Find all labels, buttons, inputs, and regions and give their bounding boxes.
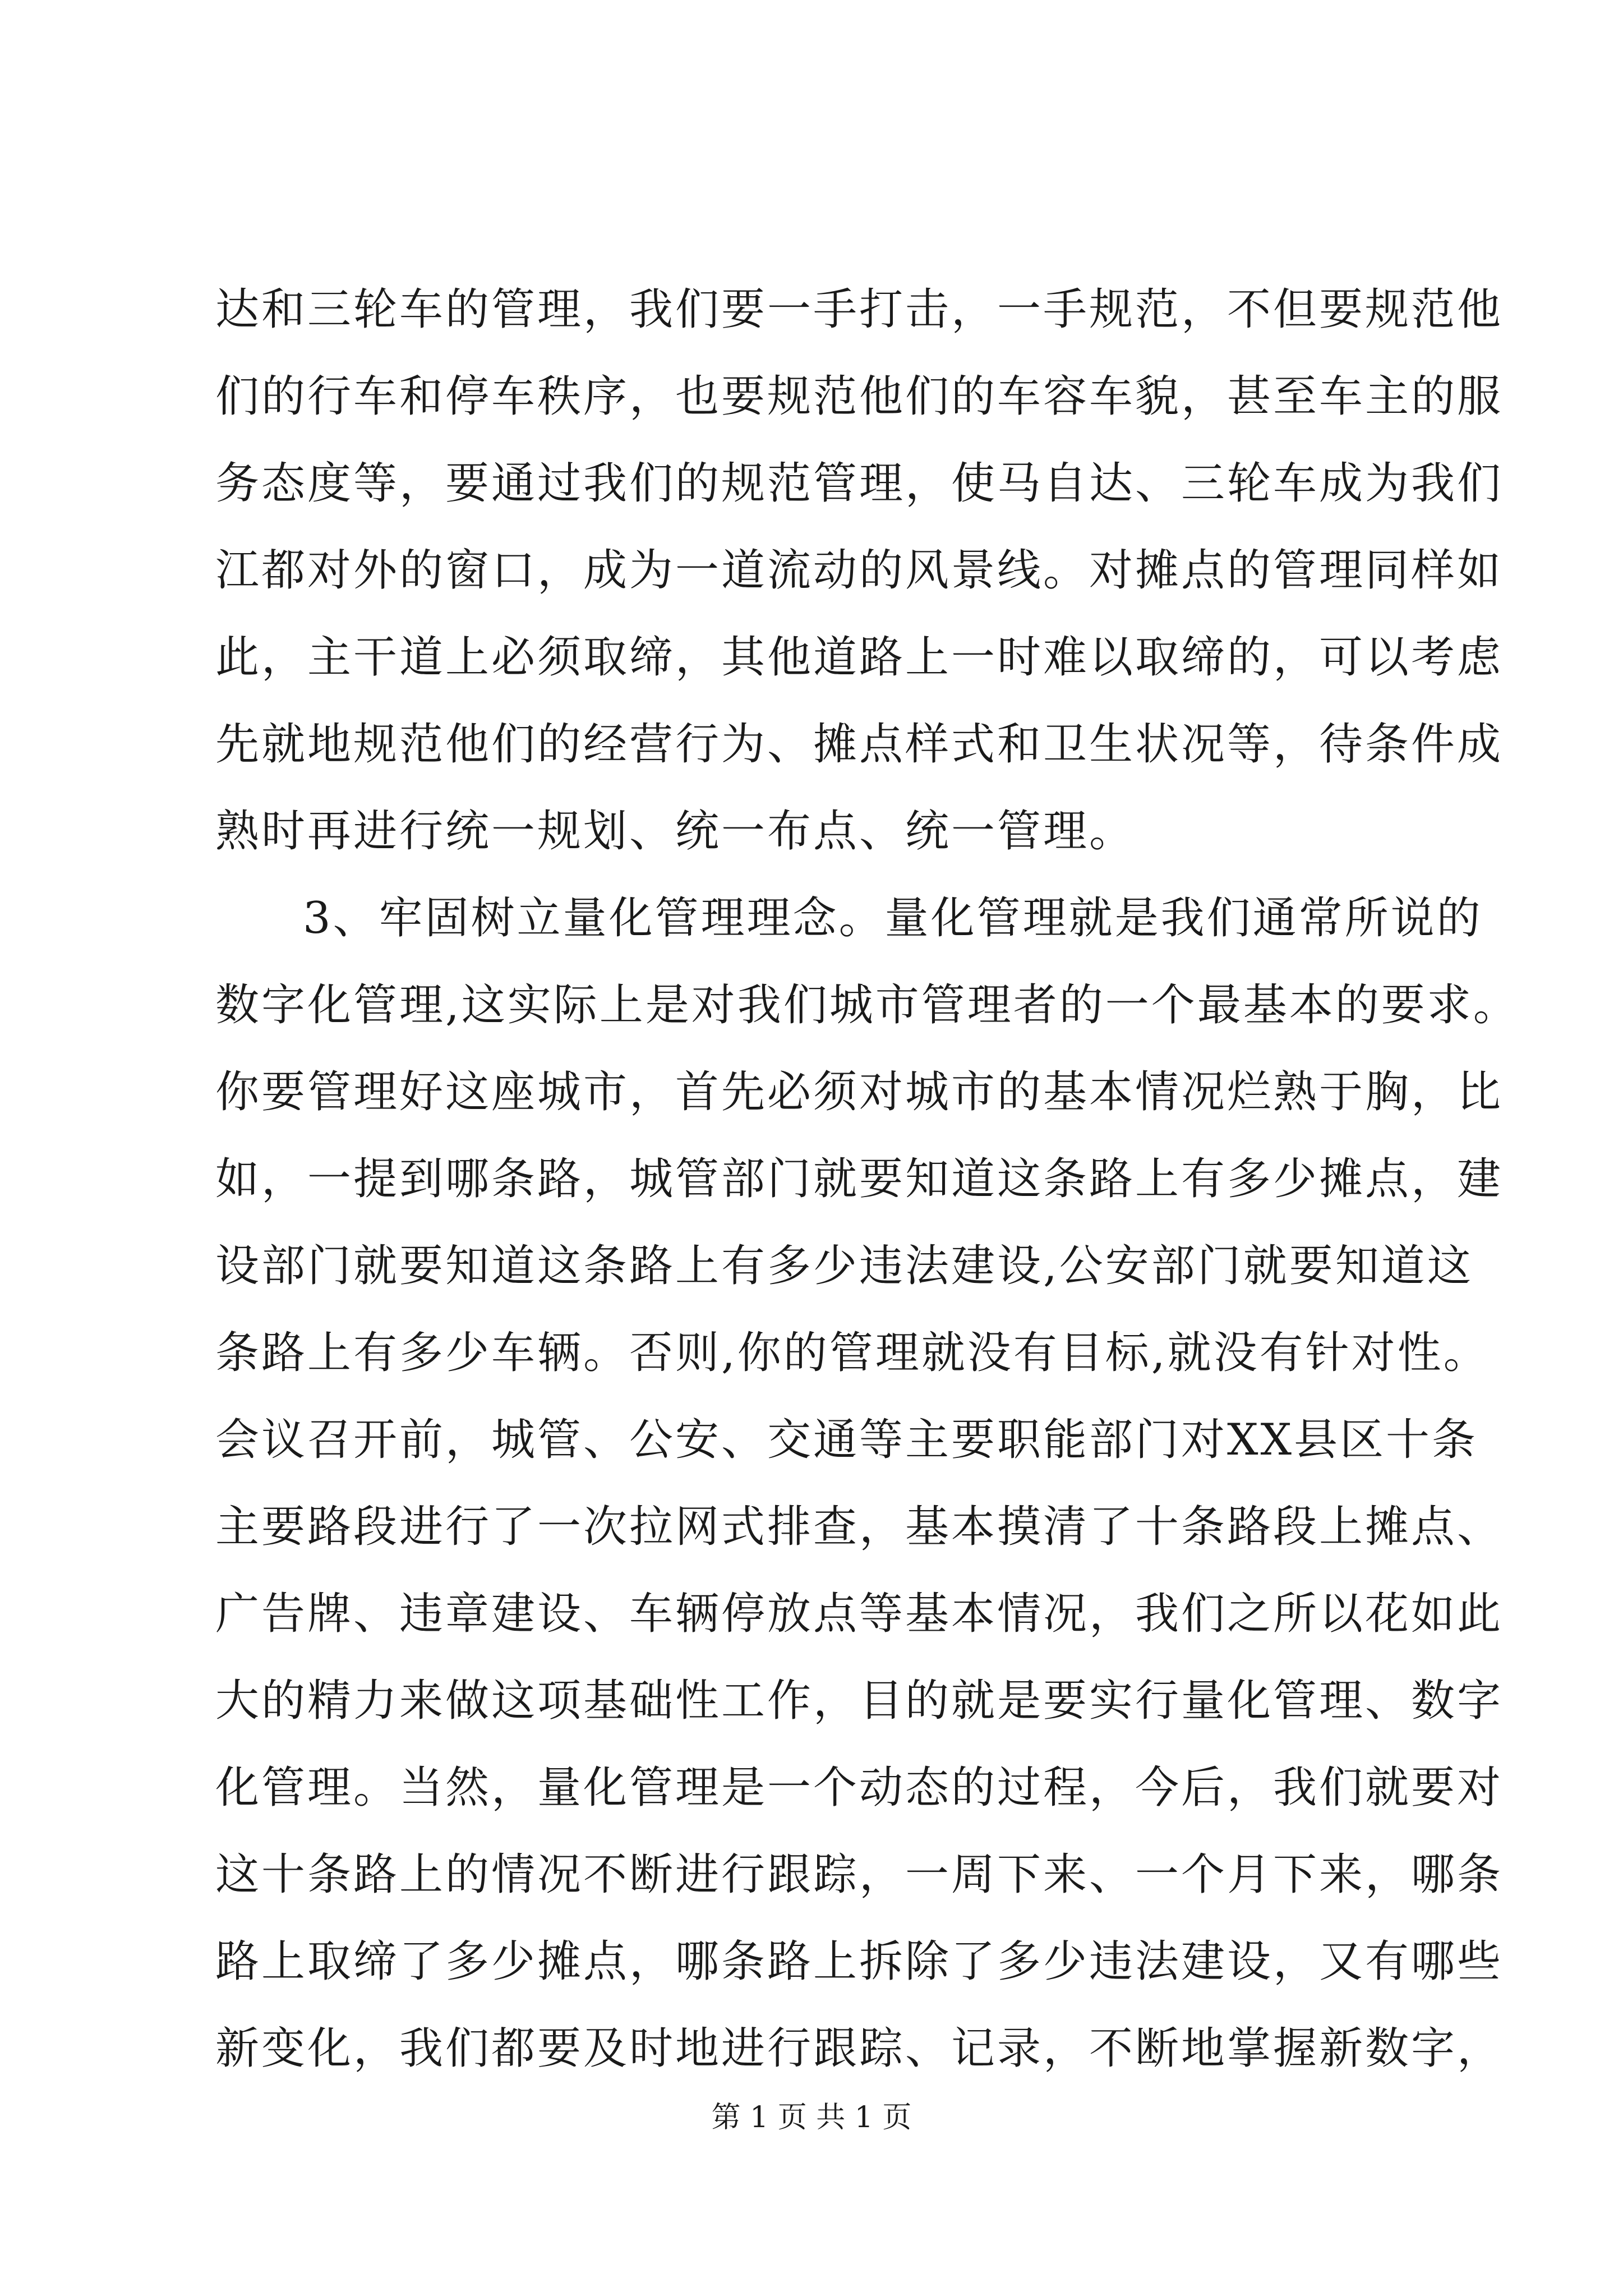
text-line: 务态度等，要通过我们的规范管理，使马自达、三轮车成为我们 [215,458,1504,509]
text-line: 达和三轮车的管理，我们要一手打击，一手规范，不但要规范他 [215,284,1504,335]
text-line: 大的精力来做这项基础性工作，目的就是要实行量化管理、数字 [215,1676,1504,1726]
text-line: 你要管理好这座城市，首先必须对城市的基本情况烂熟于胸，比 [215,1067,1504,1117]
text-line: 们的行车和停车秩序，也要规范他们的车容车貌，甚至车主的服 [215,371,1504,422]
text-line: 如，一提到哪条路，城管部门就要知道这条路上有多少摊点，建 [215,1154,1504,1204]
text-line: 条路上有多少车辆。否则,你的管理就没有目标,就没有针对性。 [215,1328,1490,1378]
text-line: 这十条路上的情况不断进行跟踪，一周下来、一个月下来，哪条 [215,1849,1504,1900]
text-line: 会议召开前，城管、公安、交通等主要职能部门对XX县区十条 [215,1415,1478,1465]
text-line: 路上取缔了多少摊点，哪条路上拆除了多少违法建设，又有哪些 [215,1936,1504,1987]
text-line: 主要路段进行了一次拉网式排查，基本摸清了十条路段上摊点、 [215,1502,1504,1552]
text-line: 设部门就要知道这条路上有多少违法建设,公安部门就要知道这 [215,1241,1473,1291]
paragraph-first-line: 3、牢固树立量化管理理念。量化管理就是我们通常所说的 [303,893,1483,944]
text-line: 广告牌、违章建设、车辆停放点等基本情况，我们之所以花如此 [215,1589,1504,1639]
text-line: 先就地规范他们的经营行为、摊点样式和卫生状况等，待条件成 [215,719,1504,770]
text-line: 此，主干道上必须取缔，其他道路上一时难以取缔的，可以考虑 [215,632,1504,683]
page-number-footer: 第 1 页 共 1 页 [711,2101,912,2134]
text-line: 数字化管理,这实际上是对我们城市管理者的一个最基本的要求。 [215,980,1519,1030]
text-line: 化管理。当然，量化管理是一个动态的过程，今后，我们就要对 [215,1763,1504,1813]
text-line: 熟时再进行统一规划、统一布点、统一管理。 [215,806,1136,857]
text-line: 江都对外的窗口，成为一道流动的风景线。对摊点的管理同样如 [215,545,1504,596]
body-text [215,266,1519,2092]
text-line: 新变化，我们都要及时地进行跟踪、记录，不断地掌握新数字， [215,2023,1504,2074]
